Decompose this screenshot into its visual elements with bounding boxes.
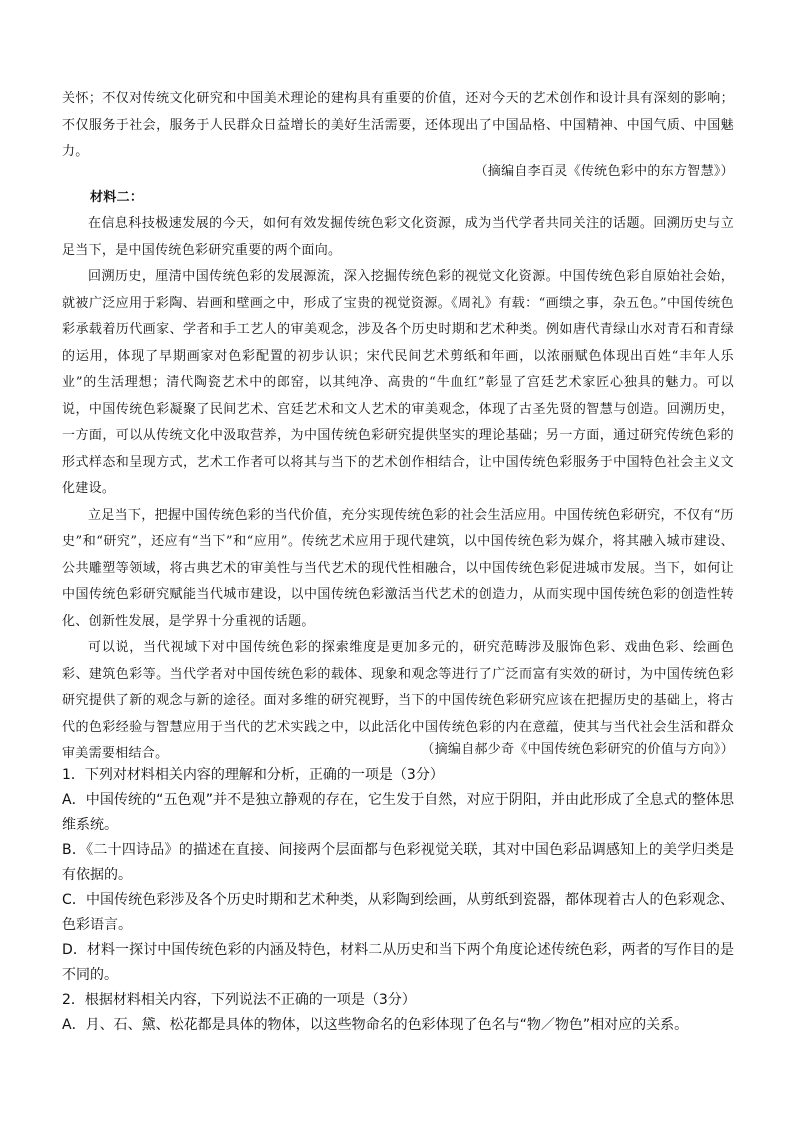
question-section: [62, 763, 734, 1038]
material-two-source: （摘编自郝少奇《中国传统色彩研究的价值与方向》）: [421, 742, 734, 757]
material-one-tail-text: 关怀；不仅对传统文化研究和中国美术理论的建构具有重要的价值，还对今天的艺术创作和设计具有深刻的影响；不仅服务于社会，服务于人民群众日益增长的美好生活需要，还体现出了中国品格、中国精神、中国气质、中国魅力。: [62, 91, 734, 159]
material-two-paragraph: 立足当下，把握中国传统色彩的当代价值，充分实现传统色彩的社会生活应用。中国传统色彩研究，不仅有“历史”和“研究”，还应有“当下”和“应用”。传统艺术应用于现代建筑，以中国传统色彩为媒介，将其融入城市建设、公共雕塑等领域，将古典艺术的审美性与当代艺术的现代性相融合，以中国传统色彩促进城市发展。当下，如何让中国传统色彩研究赋能当代城市建设，以中国传统色彩激活当代艺术的创造力，从而实现中国传统色彩的创造性转化、创新性发展，是学界十分重视的话题。: [62, 507, 734, 629]
question-1-option-c: C．中国传统色彩涉及各个历史时期和艺术种类，从彩陶到绘画，从剪纸到瓷器，都体现着古人的色彩观念、色彩语言。: [62, 892, 734, 933]
question-1-option-d: D．材料一探讨中国传统色彩的内涵及特色，材料二从历史和当下两个角度论述传统色彩，两者的写作目的是不同的。: [62, 942, 734, 983]
material-two-body: [62, 211, 734, 768]
question-1-stem: 1．下列对材料相关内容的理解和分析，正确的一项是（3分）: [62, 767, 444, 783]
question-2-stem: 2．根据材料相关内容，下列说法不正确的一项是（3分）: [62, 992, 416, 1008]
question-1-option-a: A．中国传统的“五色观”并不是独立静观的存在，它生发于自然，对应于阴阳，并由此形成了全息式的整体思维系统。: [62, 792, 734, 833]
material-two-paragraph: 在信息科技极速发展的今天，如何有效发掘传统色彩文化资源，成为当代学者共同关注的话题。回溯历史与立足当下，是中国传统色彩研究重要的两个面向。: [62, 216, 734, 258]
material-two-heading: 材料二：: [90, 190, 144, 205]
material-two-paragraph: 可以说，当代视域下对中国传统色彩的探索维度是更加多元的，研究范畴涉及服饰色彩、戏曲色彩、绘画色彩、建筑色彩等。当代学者对中国传统色彩的载体、现象和观念等进行了广泛而富有实效的研讨，为中国传统色彩研究提供了新的观念与新的途径。面对多维的研究视野，当下的中国传统色彩研究应该在把握历史的基础上，将古代的色彩经验与智慧应用于当代的艺术实践之中，以此活化中国传统色彩的内在意蕴，使其与当代社会生活和群众审美需要相结合。: [62, 640, 734, 761]
material-two-paragraph: 回溯历史，厘清中国传统色彩的发展源流，深入挖掘传统色彩的视觉文化资源。中国传统色彩自原始社会始，就被广泛应用于彩陶、岩画和壁画之中，形成了宝贵的视觉资源。《周礼》有载：“画缋之事，杂五色。”中国传统色彩承载着历代画家、学者和手工艺人的审美观念，涉及各个历史时期和艺术种类。例如唐代青绿山水对青石和青绿的运用，体现了早期画家对色彩配置的初步认识；宋代民间艺术剪纸和年画，以浓丽赋色体现出百姓“丰年人乐业”的生活理想；清代陶瓷艺术中的郎窑，以其纯净、高贵的“牛血红”彰显了宫廷艺术家匠心独具的魅力。可以说，中国传统色彩凝聚了民间艺术、宫廷艺术和文人艺术的审美观念，体现了古圣先贤的智慧与创造。回溯历史，一方面，可以从传统文化中汲取营养，为中国传统色彩研究提供坚实的理论基础；另一方面，通过研究传统色彩的形式样态和呈现方式，艺术工作者可以将其与当下的艺术创作相结合，让中国传统色彩服务于中国特色社会主义文化建设。: [62, 269, 734, 496]
question-2-option-a: A．月、石、黛、松花都是具体的物体，以这些物命名的色彩体现了色名与“物／物色”相对应的关系。: [62, 1017, 689, 1033]
question-1-option-b: B．《二十四诗品》的描述在直接、间接两个层面都与色彩视觉关联，其对中国色彩品调感知上的美学归类是有依据的。: [62, 842, 734, 883]
material-one-source: （摘编自李百灵《传统色彩中的东方智慧》）: [474, 164, 734, 179]
material-one-tail: [62, 86, 734, 166]
